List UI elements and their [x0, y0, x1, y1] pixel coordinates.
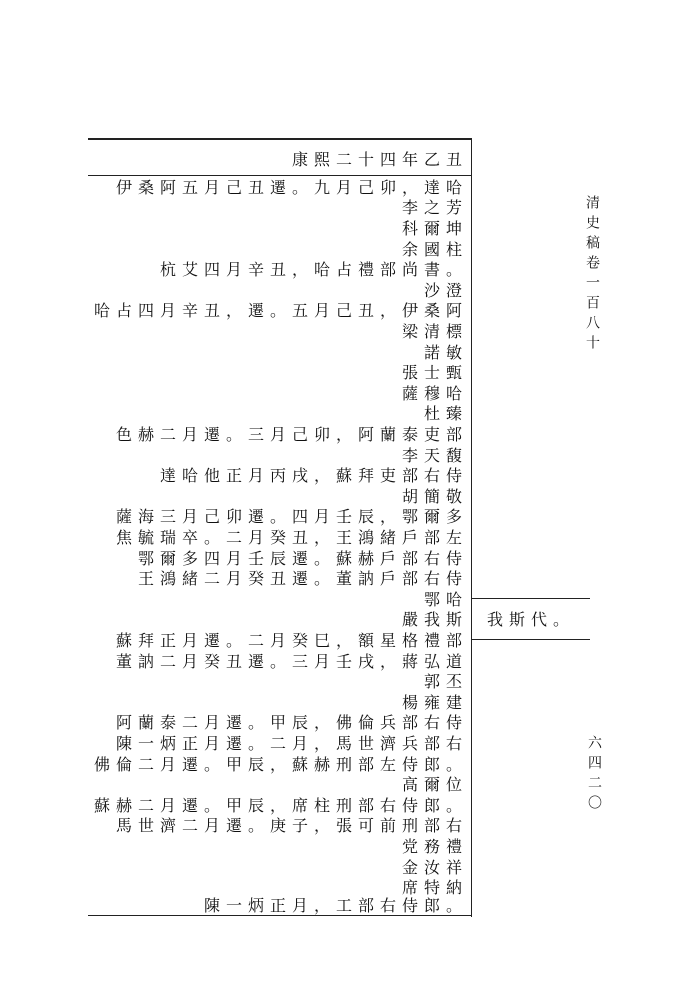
table-row: 党務禮: [401, 836, 468, 856]
table-row: 焦毓瑞卒。二月癸丑，王鴻緒戶部左: [115, 527, 468, 547]
table-row: 哈占四月辛丑，遷。五月己丑，伊桑阿: [93, 301, 468, 321]
table-row: 達哈他正月丙戌，蘇拜吏部右侍: [159, 466, 468, 486]
table-row: 胡簡敬: [401, 486, 468, 506]
table-row: 薩穆哈: [401, 383, 468, 403]
table-row: 鄂爾多四月壬辰遷。蘇赫戶部右侍: [137, 548, 468, 568]
side-note: 我斯代。: [486, 610, 575, 629]
table-row: 阿蘭泰二月遷。甲辰，佛倫兵部右侍: [115, 713, 468, 733]
page-number: 六四二〇: [586, 735, 602, 815]
volume-title: 清史稿卷一百八十: [584, 195, 600, 355]
side-note-bottom-border: [472, 639, 590, 640]
table-row: 陳一炳正月，工部右侍郎。: [203, 895, 468, 915]
table-row: 嚴我斯: [401, 610, 468, 630]
table-row: 鄂哈: [423, 589, 468, 609]
table-row: 沙澄: [423, 280, 468, 300]
table-top-border: [88, 138, 472, 140]
table-row: 金汝祥: [401, 857, 468, 877]
table-row: 杜臻: [423, 404, 468, 424]
table-row: 李天馥: [401, 445, 468, 465]
official-appointment-table: [88, 138, 472, 917]
table-row: 梁清標: [401, 321, 468, 341]
table-row: 王鴻緒二月癸丑遷。董訥戶部右侍: [137, 569, 468, 589]
table-row: 蘇拜正月遷。二月癸巳，額星格禮部: [115, 630, 468, 650]
table-row: 蘇赫二月遷。甲辰，席柱刑部右侍郎。: [93, 795, 468, 815]
table-row: 陳一炳正月遷。二月，馬世濟兵部右: [115, 733, 468, 753]
table-row: 高爾位: [401, 775, 468, 795]
table-row: 董訥二月癸丑遷。三月壬戌，蔣弘道: [115, 651, 468, 671]
table-row: 科爾坤: [401, 218, 468, 238]
table-header: 康熙二十四年乙丑: [291, 149, 468, 169]
table-row: 李之芳: [401, 198, 468, 218]
table-row: 色赫二月遷。三月己卯，阿蘭泰吏部: [115, 424, 468, 444]
table-row: 席特納: [401, 878, 468, 898]
table-row: 薩海三月己卯遷。四月壬辰，鄂爾多: [115, 507, 468, 527]
table-row: 馬世濟二月遷。庚子，張可前刑部右: [115, 816, 468, 836]
table-row: 余國柱: [401, 239, 468, 259]
table-row: 伊桑阿五月己丑遷。九月己卯，達哈: [115, 177, 468, 197]
table-row: 楊雍建: [401, 692, 468, 712]
table-row: 諾敏: [423, 342, 468, 362]
table-row: 張士甄: [401, 363, 468, 383]
table-row: 佛倫二月遷。甲辰，蘇赫刑部左侍郎。: [93, 754, 468, 774]
table-row: 郭丕: [423, 672, 468, 692]
table-row: 杭艾四月辛丑，哈占禮部尚書。: [159, 260, 468, 280]
